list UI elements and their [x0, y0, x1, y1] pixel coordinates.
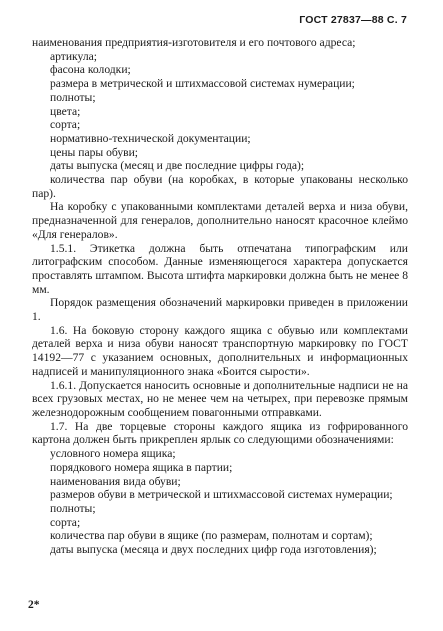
paragraph: На коробку с упакованными комплектами деталей верха и низа обуви, предназначенной для генералов, дополнительно наносят красочное клеймо «Для генералов».: [32, 200, 408, 241]
paragraph: 1.6.1. Допускается наносить основные и дополнительные надписи не на всех грузовых местах, но не менее чем на четырех, при перевозке прямым железнодорожным сообщением повагонными отправками.: [32, 378, 408, 419]
text-line: даты выпуска (месяц и две последние цифры года);: [50, 159, 305, 173]
text-line: артикула;: [50, 49, 97, 63]
paragraph: 1.5.1. Этикетка должна быть отпечатана типографским или литографским способом. Данные изменяющегося характера допускается проставлять штампом. Высота штифта маркировки должна быть не менее 8 мм.: [32, 241, 408, 296]
text-line: сорта;: [50, 515, 81, 529]
page-signature-mark: 2*: [28, 599, 40, 611]
paragraph: количества пар обуви в ящике (по размерам, полнотам и сортам);: [50, 529, 373, 543]
text-line: цены пары обуви;: [50, 145, 139, 159]
page-header: ГОСТ 27837—88 С. 7: [299, 14, 407, 26]
paragraph: размеров обуви в метрической и штихмассовой системах нумерации;: [50, 488, 393, 502]
text-line: полноты;: [50, 501, 96, 515]
text-line: условного номера ящика;: [50, 447, 176, 461]
text-line: нормативно-технической документации;: [50, 131, 251, 145]
paragraph: 1.6. На боковую сторону каждого ящика с обувью или комплектами деталей верха и низа обуви наносят транспортную маркировку по ГОСТ 14192—77 с указанием основных, дополнительных и информационных надписей и манипуляционного знака «Боится сырости».: [32, 323, 408, 378]
text-line: наименования вида обуви;: [50, 474, 181, 488]
text-line: наименования предприятия-изготовителя и его почтового адреса;: [32, 36, 356, 49]
document-body: [32, 36, 408, 557]
paragraph: количества пар обуви (на коробках, в которые упакованы несколько пар).: [32, 173, 408, 200]
text-line: цвета;: [50, 104, 81, 118]
text-line: полноты;: [50, 90, 96, 104]
paragraph: даты выпуска (месяца и двух последних цифр года изготовления);: [50, 543, 377, 557]
text-line: порядкового номера ящика в партии;: [50, 460, 233, 474]
text-line: фасона колодки;: [50, 63, 131, 77]
text-line: размера в метрической и штихмассовой системах нумерации;: [50, 77, 355, 91]
text-line: сорта;: [50, 118, 81, 132]
paragraph: 1.7. На две торцевые стороны каждого ящика из гофрированного картона должен быть прикреплен ярлык со следующими обозначениями:: [32, 419, 408, 447]
paragraph: Порядок размещения обозначений маркировки приведен в приложении 1.: [32, 296, 408, 324]
